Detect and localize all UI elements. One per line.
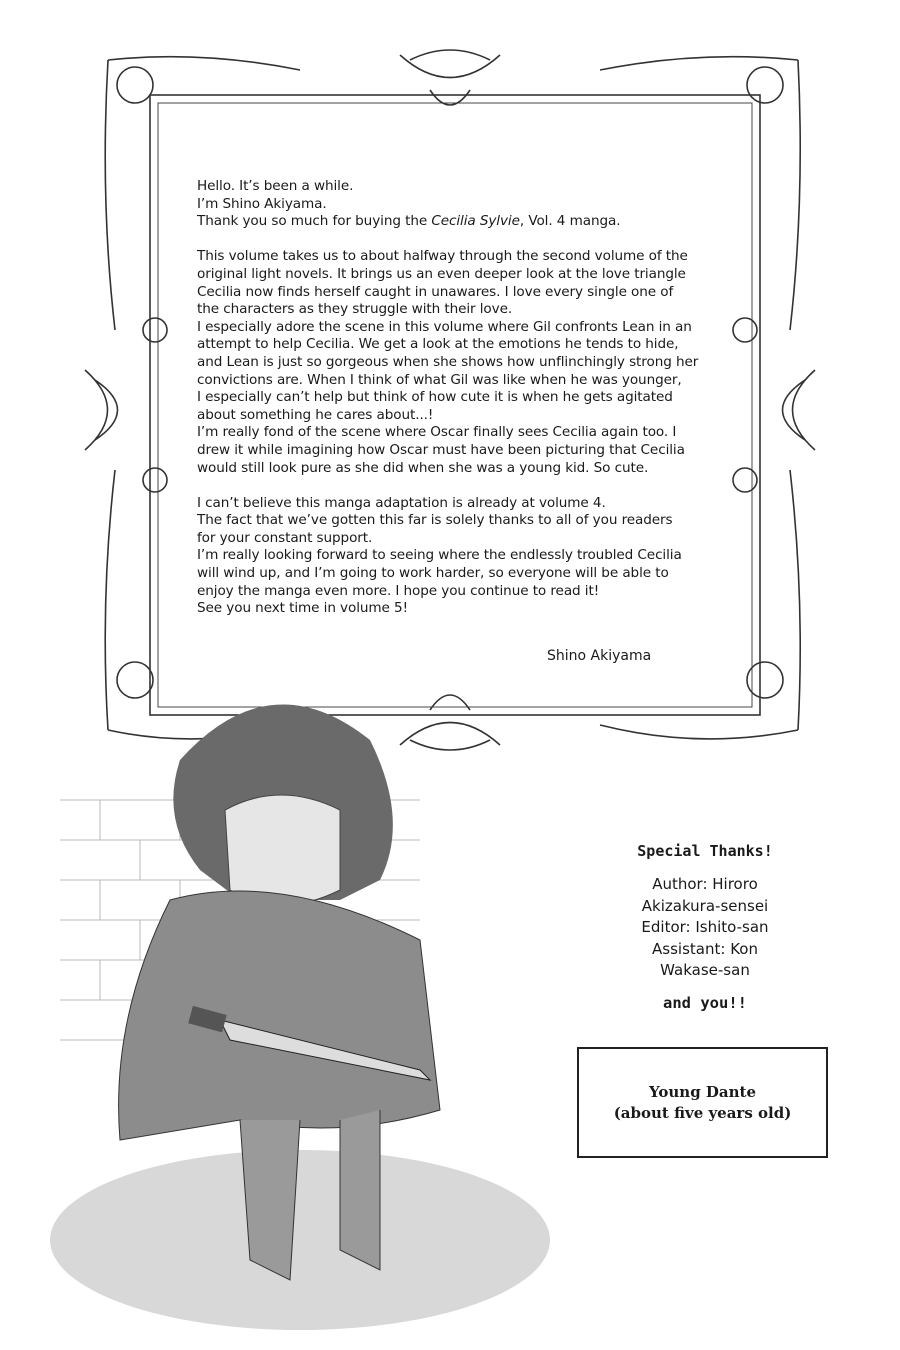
special-thanks-section bbox=[600, 842, 810, 1012]
paragraph-2 bbox=[197, 248, 737, 477]
letter-line-thanks bbox=[197, 213, 737, 231]
letter-line: convictions are. When I think of what Gil was like when he was younger, bbox=[197, 371, 682, 388]
paragraph-3 bbox=[197, 495, 737, 618]
letter-line: enjoy the manga even more. I hope you continue to read it! bbox=[197, 582, 600, 599]
credit-line: Akizakura-sensei bbox=[641, 896, 769, 915]
letter-line: I can’t believe this manga adaptation is already at volume 4. bbox=[197, 494, 606, 511]
letter-line: I’m Shino Akiyama. bbox=[197, 195, 327, 212]
series-title: Cecilia Sylvie bbox=[431, 213, 520, 230]
letter-line: and Lean is just so gorgeous when she shows how unflinchingly strong her bbox=[197, 353, 699, 370]
thanks-pre: Thank you so much for buying the bbox=[197, 213, 432, 230]
thanks-closing: and you!! bbox=[663, 993, 747, 1012]
letter-line: about something he cares about...! bbox=[197, 406, 434, 423]
illustration-caption-box bbox=[577, 1047, 828, 1158]
letter-line: I especially can’t help but think of how cute it is when he gets agitated bbox=[197, 389, 673, 406]
letter-line: I especially adore the scene in this volume where Gil confronts Lean in an bbox=[197, 318, 692, 335]
afterword-letter bbox=[197, 178, 737, 618]
letter-line: The fact that we’ve gotten this far is solely thanks to all of you readers bbox=[197, 512, 673, 529]
letter-line: Hello. It’s been a while. bbox=[197, 178, 354, 194]
credit-line: Assistant: Kon bbox=[652, 939, 758, 958]
author-signature: Shino Akiyama bbox=[547, 648, 652, 664]
letter-line: the characters as they struggle with their love. bbox=[197, 301, 513, 318]
letter-line: attempt to help Cecilia. We get a look at the emotions he tends to hide, bbox=[197, 336, 679, 353]
letter-line: Cecilia now finds herself caught in unawares. I love every single one of bbox=[197, 283, 674, 300]
young-dante-illustration bbox=[40, 640, 560, 1350]
letter-line: drew it while imagining how Oscar must have been picturing that Cecilia bbox=[197, 441, 685, 458]
letter-line: for your constant support. bbox=[197, 529, 373, 546]
caption-line-1: Young Dante bbox=[648, 1082, 757, 1101]
letter-line: original light novels. It brings us an even deeper look at the love triangle bbox=[197, 265, 686, 282]
caption-line-2: (about five years old) bbox=[613, 1103, 792, 1122]
letter-line: will wind up, and I’m going to work harder, so everyone will be able to bbox=[197, 565, 669, 582]
credit-line: Author: Hiroro bbox=[652, 875, 758, 893]
credit-line: Editor: Ishito-san bbox=[641, 918, 769, 936]
letter-line: See you next time in volume 5! bbox=[197, 600, 408, 617]
thanks-post: , Vol. 4 manga. bbox=[519, 213, 621, 230]
letter-line: would still look pure as she did when she was a young kid. So cute. bbox=[197, 459, 649, 476]
letter-line: I’m really looking forward to seeing where the endlessly troubled Cecilia bbox=[197, 547, 682, 564]
letter-line: This volume takes us to about halfway through the second volume of the bbox=[197, 248, 688, 265]
credit-line: Wakase-san bbox=[660, 961, 750, 979]
letter-line: I’m really fond of the scene where Oscar finally sees Cecilia again too. I bbox=[197, 424, 677, 441]
special-thanks-title: Special Thanks! bbox=[637, 842, 773, 860]
